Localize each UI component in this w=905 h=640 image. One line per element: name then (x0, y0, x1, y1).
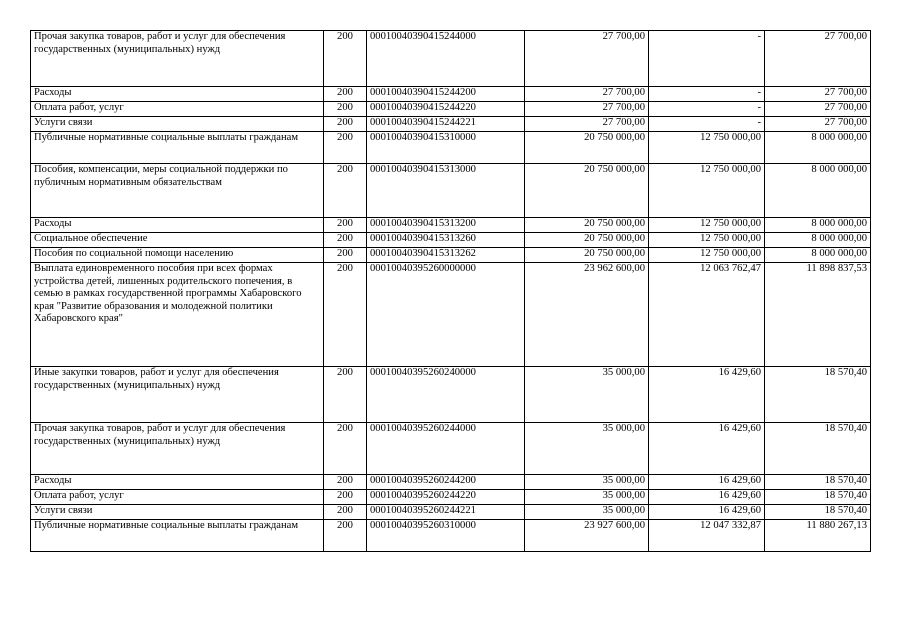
row-assigned-cell: 35 000,00 (525, 505, 649, 520)
row-code-cell: 200 (324, 423, 367, 475)
row-name-cell: Оплата работ, услуг (31, 490, 324, 505)
row-kbk-cell: 00010040395260244000 (367, 423, 525, 475)
row-executed-cell: 12 750 000,00 (649, 233, 765, 248)
row-executed-cell: 12 047 332,87 (649, 520, 765, 552)
row-assigned-cell: 27 700,00 (525, 117, 649, 132)
table-row (31, 164, 871, 218)
row-remaining-cell: 8 000 000,00 (765, 164, 871, 218)
row-name-cell: Иные закупки товаров, работ и услуг для обеспечения государственных (муниципальных) нужд (31, 367, 324, 423)
row-remaining-cell: 27 700,00 (765, 31, 871, 87)
table-row (31, 218, 871, 233)
row-remaining-cell: 27 700,00 (765, 87, 871, 102)
row-name-cell: Социальное обеспечение (31, 233, 324, 248)
row-kbk-cell: 00010040390415244220 (367, 102, 525, 117)
row-assigned-cell: 23 927 600,00 (525, 520, 649, 552)
row-assigned-cell: 20 750 000,00 (525, 164, 649, 218)
row-executed-cell: - (649, 87, 765, 102)
table-row (31, 520, 871, 552)
table-row (31, 475, 871, 490)
row-kbk-cell: 00010040390415310000 (367, 132, 525, 164)
row-executed-cell: 12 750 000,00 (649, 132, 765, 164)
row-executed-cell: 16 429,60 (649, 475, 765, 490)
row-remaining-cell: 18 570,40 (765, 505, 871, 520)
row-name-cell: Пособия по социальной помощи населению (31, 248, 324, 263)
table-row (31, 263, 871, 367)
table-row (31, 505, 871, 520)
row-code-cell: 200 (324, 520, 367, 552)
row-name-cell: Публичные нормативные социальные выплаты гражданам (31, 132, 324, 164)
row-assigned-cell: 35 000,00 (525, 490, 649, 505)
row-remaining-cell: 18 570,40 (765, 367, 871, 423)
row-remaining-cell: 8 000 000,00 (765, 218, 871, 233)
row-kbk-cell: 00010040395260244221 (367, 505, 525, 520)
row-code-cell: 200 (324, 367, 367, 423)
row-code-cell: 200 (324, 248, 367, 263)
row-assigned-cell: 27 700,00 (525, 102, 649, 117)
row-kbk-cell: 00010040390415244000 (367, 31, 525, 87)
table-row (31, 117, 871, 132)
row-assigned-cell: 27 700,00 (525, 31, 649, 87)
row-executed-cell: - (649, 31, 765, 87)
row-code-cell: 200 (324, 233, 367, 248)
row-executed-cell: - (649, 117, 765, 132)
row-remaining-cell: 18 570,40 (765, 475, 871, 490)
row-code-cell: 200 (324, 218, 367, 233)
row-assigned-cell: 35 000,00 (525, 423, 649, 475)
row-assigned-cell: 20 750 000,00 (525, 233, 649, 248)
row-kbk-cell: 00010040390415313260 (367, 233, 525, 248)
row-code-cell: 200 (324, 132, 367, 164)
row-assigned-cell: 35 000,00 (525, 367, 649, 423)
row-kbk-cell: 00010040390415313000 (367, 164, 525, 218)
row-kbk-cell: 00010040395260310000 (367, 520, 525, 552)
table-row (31, 423, 871, 475)
row-assigned-cell: 27 700,00 (525, 87, 649, 102)
row-kbk-cell: 00010040390415244200 (367, 87, 525, 102)
table-row (31, 248, 871, 263)
row-code-cell: 200 (324, 117, 367, 132)
row-executed-cell: 16 429,60 (649, 367, 765, 423)
row-kbk-cell: 00010040395260244220 (367, 490, 525, 505)
row-code-cell: 200 (324, 505, 367, 520)
row-executed-cell: 12 750 000,00 (649, 248, 765, 263)
table-row (31, 87, 871, 102)
table-row (31, 490, 871, 505)
row-code-cell: 200 (324, 490, 367, 505)
row-executed-cell: - (649, 102, 765, 117)
row-assigned-cell: 20 750 000,00 (525, 132, 649, 164)
row-name-cell: Прочая закупка товаров, работ и услуг для обеспечения государственных (муниципальных) нужд (31, 423, 324, 475)
row-name-cell: Расходы (31, 475, 324, 490)
row-executed-cell: 12 750 000,00 (649, 218, 765, 233)
row-remaining-cell: 8 000 000,00 (765, 233, 871, 248)
row-remaining-cell: 18 570,40 (765, 423, 871, 475)
row-executed-cell: 16 429,60 (649, 423, 765, 475)
table-row (31, 31, 871, 87)
row-remaining-cell: 8 000 000,00 (765, 132, 871, 164)
row-name-cell: Публичные нормативные социальные выплаты гражданам (31, 520, 324, 552)
row-code-cell: 200 (324, 87, 367, 102)
row-assigned-cell: 20 750 000,00 (525, 248, 649, 263)
row-name-cell: Услуги связи (31, 505, 324, 520)
row-assigned-cell: 23 962 600,00 (525, 263, 649, 367)
row-remaining-cell: 27 700,00 (765, 117, 871, 132)
row-code-cell: 200 (324, 475, 367, 490)
row-remaining-cell: 27 700,00 (765, 102, 871, 117)
row-name-cell: Выплата единовременного пособия при всех формах устройства детей, лишенных родительского попечения, в семью в рамках государственной программы Хабаровского края "Развитие образования и молодежной политики Хабаровского края" (31, 263, 324, 367)
row-name-cell: Услуги связи (31, 117, 324, 132)
row-kbk-cell: 00010040390415313262 (367, 248, 525, 263)
row-kbk-cell: 00010040395260240000 (367, 367, 525, 423)
row-kbk-cell: 00010040395260244200 (367, 475, 525, 490)
row-kbk-cell: 00010040390415244221 (367, 117, 525, 132)
row-executed-cell: 16 429,60 (649, 505, 765, 520)
row-executed-cell: 16 429,60 (649, 490, 765, 505)
row-remaining-cell: 8 000 000,00 (765, 248, 871, 263)
row-name-cell: Прочая закупка товаров, работ и услуг для обеспечения государственных (муниципальных) нужд (31, 31, 324, 87)
row-code-cell: 200 (324, 263, 367, 367)
row-name-cell: Пособия, компенсации, меры социальной поддержки по публичным нормативным обязательствам (31, 164, 324, 218)
row-assigned-cell: 35 000,00 (525, 475, 649, 490)
row-remaining-cell: 18 570,40 (765, 490, 871, 505)
row-code-cell: 200 (324, 164, 367, 218)
row-assigned-cell: 20 750 000,00 (525, 218, 649, 233)
row-name-cell: Расходы (31, 218, 324, 233)
row-code-cell: 200 (324, 102, 367, 117)
row-code-cell: 200 (324, 31, 367, 87)
row-executed-cell: 12 750 000,00 (649, 164, 765, 218)
table-row (31, 102, 871, 117)
table-row (31, 367, 871, 423)
row-kbk-cell: 00010040390415313200 (367, 218, 525, 233)
row-name-cell: Расходы (31, 87, 324, 102)
table-row (31, 132, 871, 164)
row-remaining-cell: 11 880 267,13 (765, 520, 871, 552)
row-kbk-cell: 00010040395260000000 (367, 263, 525, 367)
row-name-cell: Оплата работ, услуг (31, 102, 324, 117)
table-row (31, 233, 871, 248)
row-executed-cell: 12 063 762,47 (649, 263, 765, 367)
budget-execution-table (30, 30, 871, 552)
row-remaining-cell: 11 898 837,53 (765, 263, 871, 367)
